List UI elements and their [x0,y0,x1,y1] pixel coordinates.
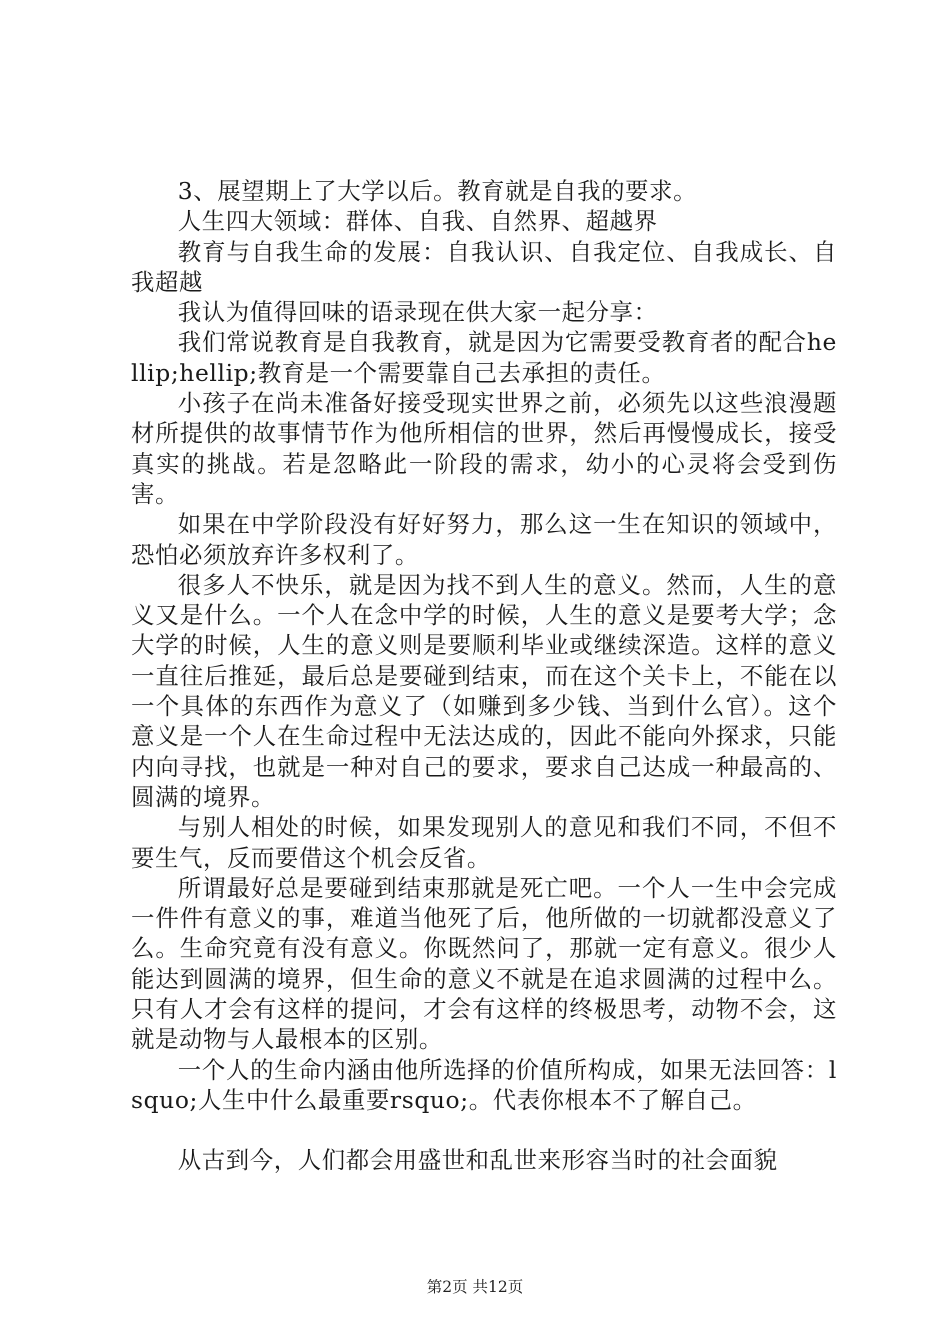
paragraph-four-domains: 人生四大领域：群体、自我、自然界、超越界 [177,207,658,236]
paragraph-children: 小孩子在尚未准备好接受现实世界之前，必须先以这些浪漫题材所提供的故事情节作为他所相信的世界，然后再慢慢成长，接受真实的挑战。若是忽略此一阶段的需求，幼小的心灵将会受到伤害。 [131,389,837,508]
page-number-footer: 第2页 共12页 [426,1278,524,1296]
paragraph-self-development: 教育与自我生命的发展：自我认识、自我定位、自我成长、自我超越 [131,237,837,296]
paragraph-middle-school: 如果在中学阶段没有好好努力，那么这一生在知识的领域中，恐怕必须放弃许多权利了。 [131,510,837,569]
paragraph-getting-along: 与别人相处的时候，如果发现别人的意见和我们不同，不但不要生气，反而要借这个机会反省。 [131,813,837,872]
paragraph-values: 一个人的生命内涵由他所选择的价值所构成，如果无法回答：lsquo;人生中什么最重要rsquo;。代表你根本不了解自己。 [131,1055,837,1114]
paragraph-self-education: 我们常说教育是自我教育，就是因为它需要受教育者的配合hellip;hellip;教育是一个需要靠自己去承担的责任。 [131,328,837,387]
paragraph-meaning-of-life: 很多人不快乐，就是因为找不到人生的意义。然而，人生的意义又是什么。一个人在念中学的时候，人生的意义是要考大学；念大学的时候，人生的意义则是要顺利毕业或继续深造。这样的意义一直往后推延，最后总是要碰到结束，而在这个关卡上，不能在以一个具体的东西作为意义了（如赚到多少钱、当到什么官）。这个意义是一个人在生命过程中无法达成的，因此不能向外探求，只能内向寻找，也就是一种对自己的要求，要求自己达成一种最高的、圆满的境界。 [131,570,837,811]
document-body [131,176,837,1176]
paragraph-quotes-intro: 我认为值得回味的语录现在供大家一起分享： [177,298,658,327]
paragraph-outlook: 3、展望期上了大学以后。教育就是自我的要求。 [177,177,698,205]
paragraph-death: 所谓最好总是要碰到结束那就是死亡吧。一个人一生中会完成一件件有意义的事，难道当他死了后，他所做的一切就都没意义了么。生命究竟有没有意义。你既然问了，那就一定有意义。很少人能达到圆满的境界，但生命的意义不就是在追求圆满的过程中么。只有人才会有这样的提问，才会有这样的终极思考，动物不会，这就是动物与人最根本的区别。 [131,873,837,1054]
paragraph-prosperity: 从古到今，人们都会用盛世和乱世来形容当时的社会面貌 [177,1146,778,1175]
